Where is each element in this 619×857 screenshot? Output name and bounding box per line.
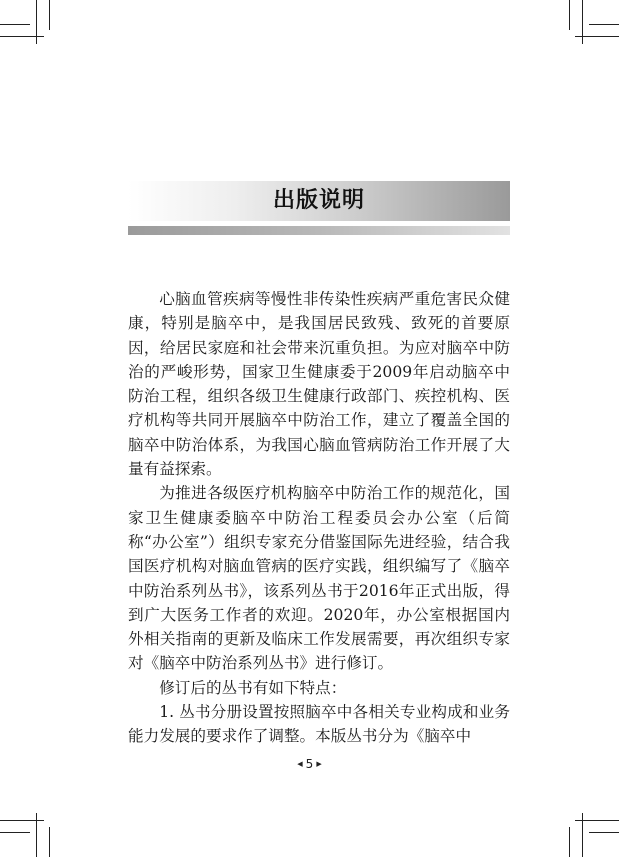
page-number-value: 5 [305,757,314,771]
crop-mark-top-left-v2 [49,0,50,30]
crop-mark-top-left-h2 [0,24,30,25]
paragraph-1: 心脑血管疾病等慢性非传染性疾病严重危害民众健康，特别是脑卒中，是我国居民致残、致死的首要原因，给居民家庭和社会带来沉重负担。为应对脑卒中防治的严峻形势，国家卫生健康委于2009年启动脑卒中防治工程，组织各级卫生健康行政部门、疾控机构、医疗机构等共同开展脑卒中防治工作，建立了覆盖全国的脑卒中防治体系，为我国心脑血管病防治工作开展了大量有益探索。 [128,290,510,479]
crop-mark-bottom-right-v2 [569,827,570,857]
crop-mark-top-right-h2 [589,24,619,25]
page-title: 出版说明 [272,188,365,213]
page-number [0,757,619,771]
right-triangle-icon: ▶ [316,760,322,768]
paragraph-3: 修订后的丛书有如下特点： [159,678,347,697]
crop-mark-bottom-left-h2 [0,832,30,833]
crop-mark-top-right-h [575,36,619,37]
crop-mark-top-right-v2 [569,0,570,30]
crop-mark-top-left-v [36,0,37,44]
crop-mark-top-right-v [582,0,583,44]
crop-mark-bottom-right-h2 [589,832,619,833]
heading-rule [128,226,510,235]
left-triangle-icon: ◀ [297,760,303,768]
paragraph-2: 为推进各级医疗机构脑卒中防治工作的规范化，国家卫生健康委脑卒中防治工程委员会办公室（后简称“办公室”）组织专家充分借鉴国际先进经验，结合我国医疗机构对脑血管病的医疗实践，组织编写了《脑卒中防治系列丛书》，该系列丛书于2016年正式出版，得到广大医务工作者的欢迎。2020年，办公室根据国内外相关指南的更新及临床工作发展需要，再次组织专家对《脑卒中防治系列丛书》进行修订。 [128,484,510,673]
crop-mark-top-left-h [0,36,44,37]
crop-mark-bottom-left-h [0,820,44,821]
crop-mark-bottom-left-v2 [49,827,50,857]
body-text [128,287,510,749]
crop-mark-bottom-right-h [575,820,619,821]
paragraph-4: 1. 丛书分册设置按照脑卒中各相关专业构成和业务能力发展的要求作了调整。本版丛书分为《脑卒中 [128,703,510,746]
